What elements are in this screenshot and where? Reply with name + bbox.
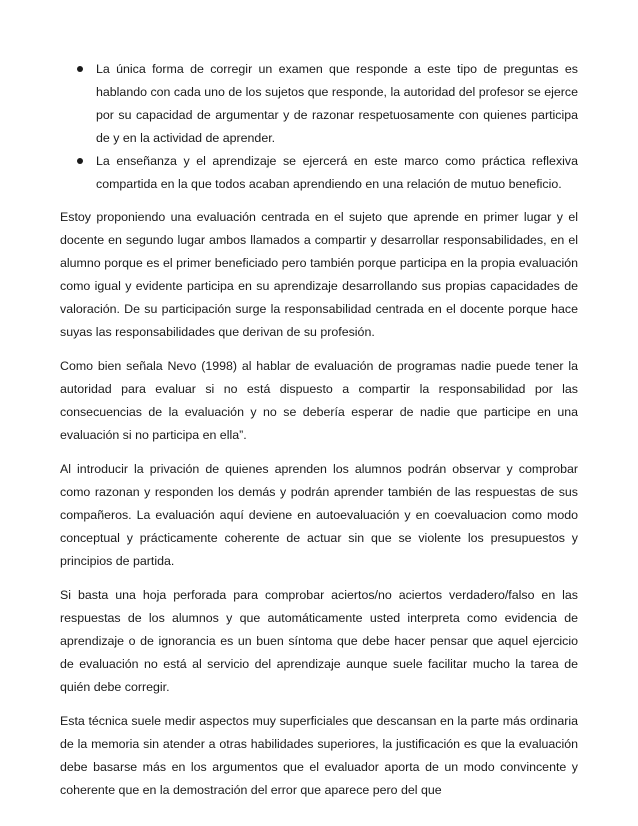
document-body	[60, 58, 578, 813]
bullet-text: La única forma de corregir un examen que responde a este tipo de preguntas es hablando con cada uno de los sujetos que responde, la autoridad del profesor se ejerce por su capacidad de argumentar y de razonar respetuosamente con quienes participa de y en la actividad de aprender.	[96, 62, 578, 145]
paragraph: Esta técnica suele medir aspectos muy superficiales que descansan en la parte más ordinaria de la memoria sin atender a otras habilidades superiores, la justificación es que la evaluación debe basarse más en los argumentos que el evaluador aporta de un modo convincente y coherente que en la demostración del error que aparece pero del que	[60, 714, 578, 797]
bullet-dot-icon	[77, 158, 83, 164]
paragraph: Al introducir la privación de quienes aprenden los alumnos podrán observar y comprobar como razonan y responden los demás y podrán aprender también de las respuestas de sus compañeros. La evaluación aquí deviene en autoevaluación y en coevaluacion como modo conceptual y prácticamente coherente de actuar sin que se violente los presupuestos y principios de partida.	[60, 462, 578, 568]
paragraph: Estoy proponiendo una evaluación centrada en el sujeto que aprende en primer lugar y el docente en segundo lugar ambos llamados a compartir y desarrollar responsabilidades, en el alumno porque es el primer beneficiado pero también porque participa en la propia evaluación como igual y evidente participa en su aprendizaje desarrollando sus propias capacidades de valoración. De su participación surge la responsabilidad centrada en el docente porque hace suyas las responsabilidades que derivan de su profesión.	[60, 210, 578, 339]
bullet-item	[60, 150, 578, 196]
bullet-dot-icon	[77, 66, 83, 72]
bullet-list	[60, 58, 578, 196]
bullet-item	[60, 58, 578, 150]
bullet-text: La enseñanza y el aprendizaje se ejercerá en este marco como práctica reflexiva compartida en la que todos acaban aprendiendo en una relación de mutuo beneficio.	[96, 154, 578, 191]
paragraph: Si basta una hoja perforada para comprobar aciertos/no aciertos verdadero/falso en las respuestas de los alumnos y que automáticamente usted interpreta como evidencia de aprendizaje o de ignorancia es un buen síntoma que debe hacer pensar que aquel ejercicio de evaluación no está al servicio del aprendizaje aunque suele facilitar mucho la tarea de quién debe corregir.	[60, 588, 578, 694]
paragraph: Como bien señala Nevo (1998) al hablar de evaluación de programas nadie puede tener la autoridad para evaluar si no está dispuesto a compartir la responsabilidad por las consecuencias de la evaluación y no se debería esperar de nadie que participe en una evaluación si no participa en ella”.	[60, 359, 578, 442]
